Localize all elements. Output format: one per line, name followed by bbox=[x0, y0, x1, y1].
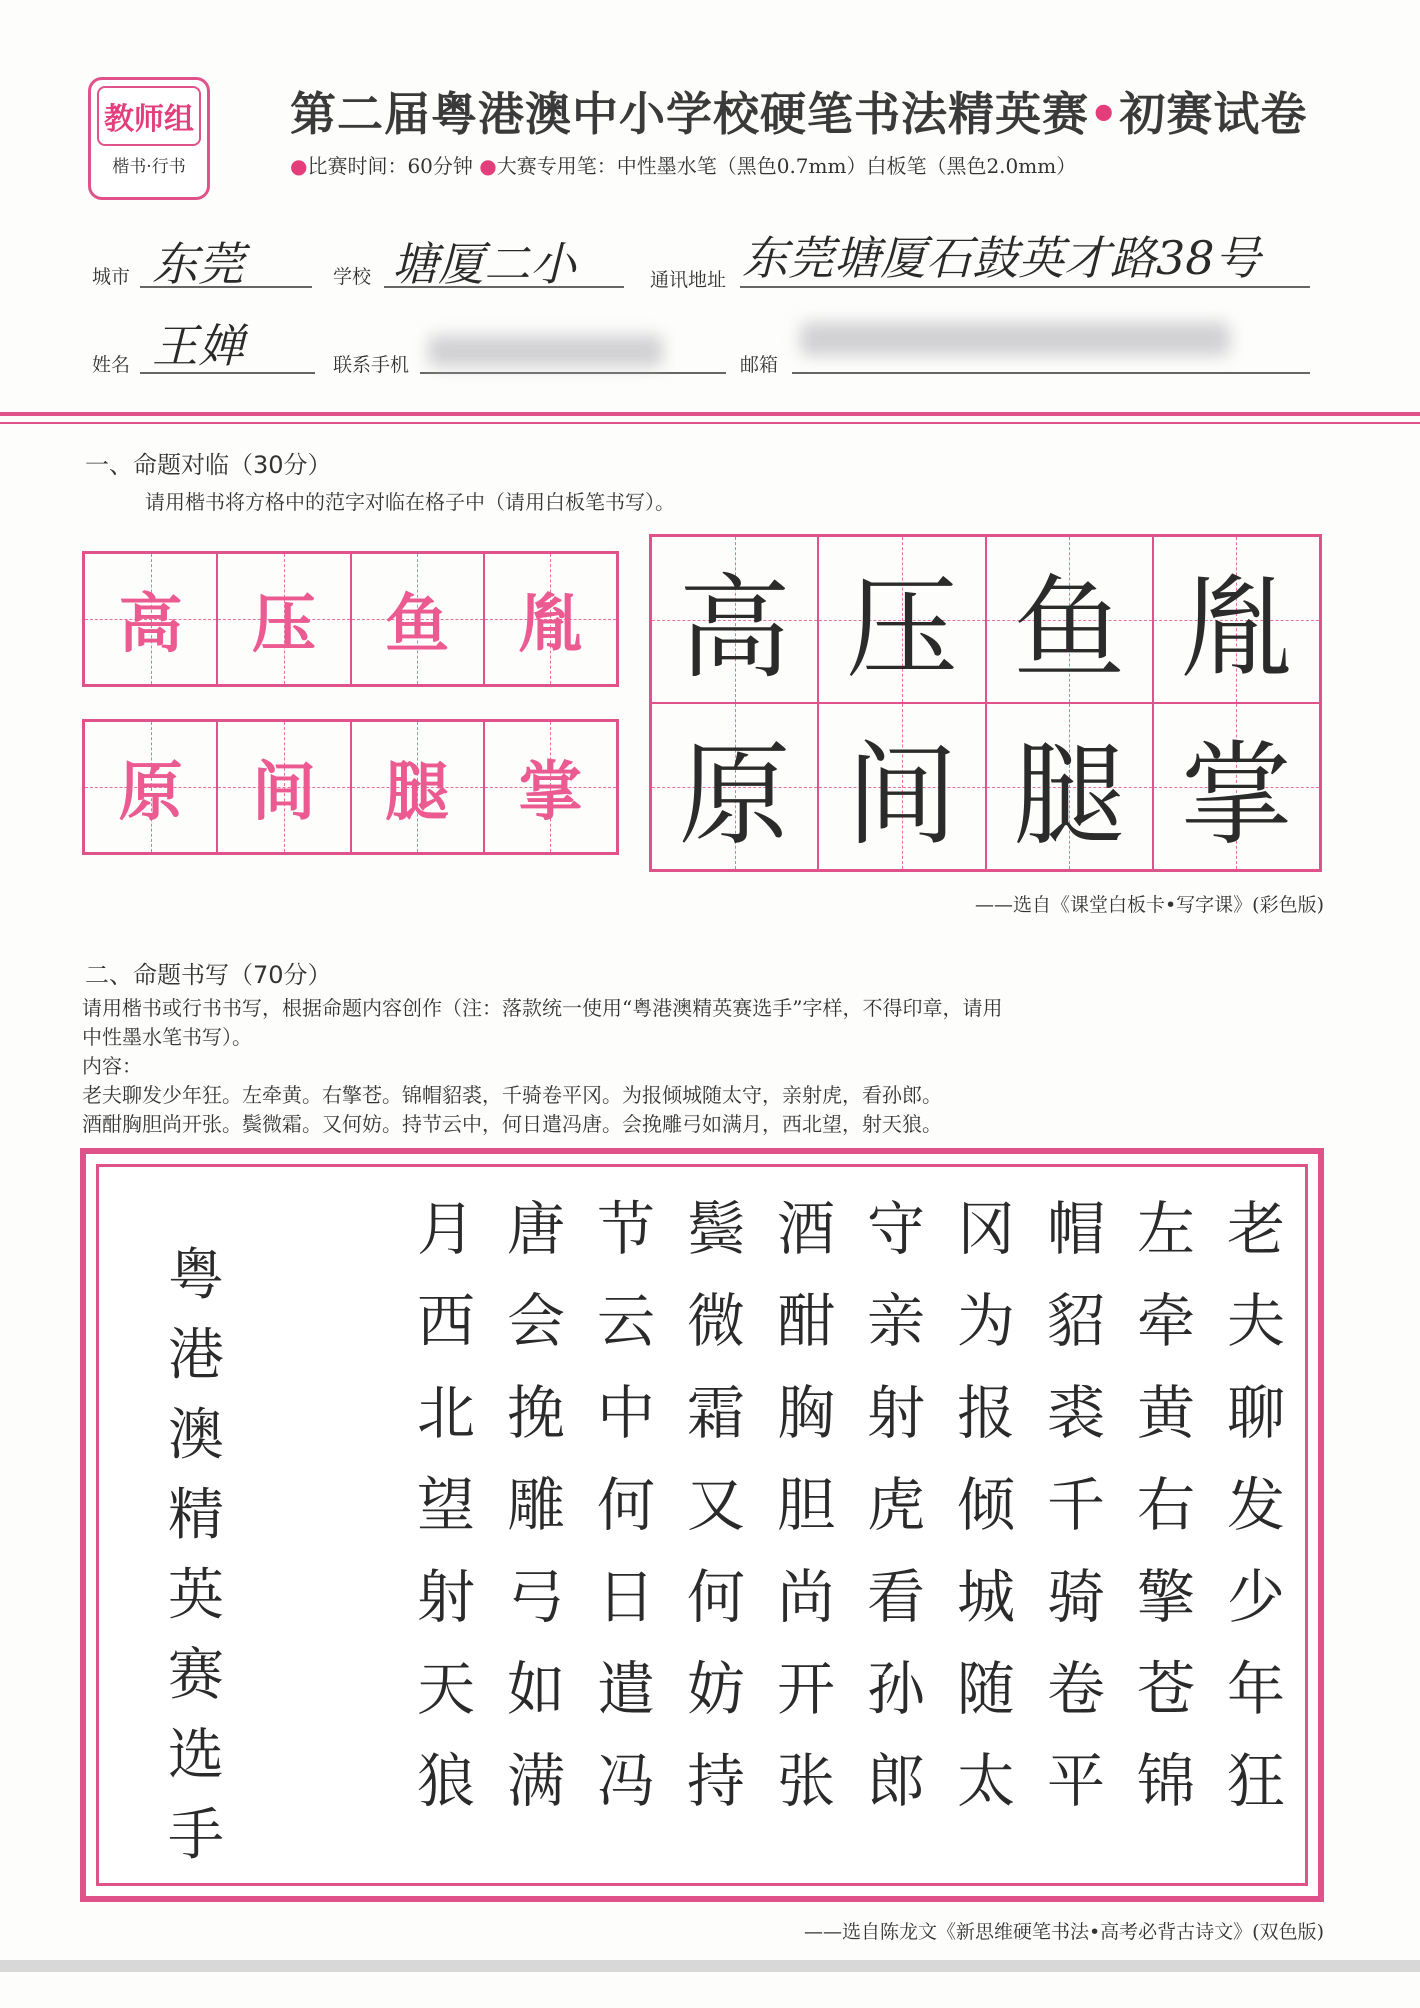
signature-char: 港 bbox=[168, 1323, 224, 1388]
model-char: 压 bbox=[845, 564, 958, 694]
calligraphy-char: 城 bbox=[956, 1563, 1015, 1631]
header-divider bbox=[0, 412, 1420, 416]
name-value[interactable]: 王婵 bbox=[152, 319, 244, 373]
address-value[interactable]: 东莞塘厦石鼓英才路38号 bbox=[742, 231, 1261, 285]
email-label: 邮箱 bbox=[740, 354, 779, 376]
email-underline bbox=[792, 372, 1310, 374]
practice-cell[interactable] bbox=[84, 553, 217, 685]
model-char: 鱼 bbox=[1013, 564, 1126, 694]
calligraphy-char: 亲 bbox=[866, 1287, 925, 1355]
calligraphy-char: 冯 bbox=[596, 1747, 655, 1815]
calligraphy-char: 卷 bbox=[1046, 1655, 1105, 1723]
calligraphy-char: 骑 bbox=[1046, 1563, 1105, 1631]
bullet-icon: ● bbox=[479, 154, 497, 178]
name-label: 姓名 bbox=[92, 354, 131, 376]
calligraphy-char: 弓 bbox=[506, 1563, 565, 1631]
group-badge bbox=[88, 77, 210, 200]
written-char: 鱼 bbox=[385, 587, 450, 662]
city-label: 城市 bbox=[92, 266, 131, 288]
calligraphy-column bbox=[582, 1195, 670, 1844]
practice-grid-row2[interactable] bbox=[82, 719, 619, 855]
calligraphy-char: 貂 bbox=[1046, 1287, 1105, 1355]
calligraphy-char: 天 bbox=[416, 1655, 475, 1723]
calligraphy-char: 右 bbox=[1136, 1471, 1195, 1539]
model-cell bbox=[1153, 703, 1320, 870]
instruction-line: 中性墨水笔书写）。 bbox=[82, 1025, 252, 1049]
section2-source: ——选自陈龙文《新思维硬笔书法•高考必背古诗文》(双色版) bbox=[803, 1921, 1324, 1943]
model-char: 原 bbox=[678, 731, 791, 861]
calligraphy-char: 擎 bbox=[1136, 1563, 1195, 1631]
calligraphy-char: 冈 bbox=[956, 1195, 1015, 1263]
calligraphy-char: 胸 bbox=[776, 1379, 835, 1447]
calligraphy-char: 左 bbox=[1136, 1195, 1195, 1263]
calligraphy-char: 聊 bbox=[1226, 1379, 1285, 1447]
signature-char: 英 bbox=[168, 1563, 224, 1628]
subtitle bbox=[290, 150, 1076, 179]
calligraphy-column bbox=[852, 1195, 940, 1844]
calligraphy-char: 平 bbox=[1046, 1747, 1105, 1815]
signature-char: 赛 bbox=[168, 1643, 224, 1708]
title-tail: 初赛试卷 bbox=[1119, 87, 1308, 141]
calligraphy-char: 狼 bbox=[416, 1747, 475, 1815]
calligraphy-char: 裘 bbox=[1046, 1379, 1105, 1447]
calligraphy-char: 云 bbox=[596, 1287, 655, 1355]
signature-char: 精 bbox=[168, 1483, 224, 1548]
calligraphy-char: 日 bbox=[596, 1563, 655, 1631]
calligraphy-char: 如 bbox=[506, 1655, 565, 1723]
model-grid bbox=[649, 534, 1322, 872]
calligraphy-char: 为 bbox=[956, 1287, 1015, 1355]
practice-cell[interactable] bbox=[484, 553, 617, 685]
written-char: 间 bbox=[251, 755, 316, 830]
signature-char: 澳 bbox=[168, 1403, 224, 1468]
title-main: 第二届粤港澳中小学校硬笔书法精英赛 bbox=[290, 87, 1089, 141]
calligraphy-char: 年 bbox=[1226, 1655, 1285, 1723]
calligraphy-char: 何 bbox=[686, 1563, 745, 1631]
content-label: 内容： bbox=[82, 1054, 142, 1078]
practice-cell[interactable] bbox=[484, 721, 617, 853]
calligraphy-char: 月 bbox=[416, 1195, 475, 1263]
subtitle-time: 比赛时间：60分钟 bbox=[307, 154, 473, 178]
written-char: 腿 bbox=[385, 755, 450, 830]
calligraphy-char: 张 bbox=[776, 1747, 835, 1815]
practice-cell[interactable] bbox=[351, 553, 484, 685]
calligraphy-column bbox=[1212, 1195, 1300, 1844]
practice-cell[interactable] bbox=[217, 553, 350, 685]
city-value[interactable]: 东莞 bbox=[152, 237, 244, 291]
section1-source: ——选自《课堂白板卡•写字课》(彩色版) bbox=[974, 894, 1324, 916]
calligraphy-char: 唐 bbox=[506, 1195, 565, 1263]
model-char: 间 bbox=[845, 731, 958, 861]
calligraphy-char: 微 bbox=[686, 1287, 745, 1355]
calligraphy-column bbox=[402, 1195, 490, 1844]
practice-cell[interactable] bbox=[84, 721, 217, 853]
calligraphy-char: 满 bbox=[506, 1747, 565, 1815]
badge-scripts-label: 楷书·行书 bbox=[112, 157, 186, 177]
practice-cell[interactable] bbox=[351, 721, 484, 853]
calligraphy-char: 会 bbox=[506, 1287, 565, 1355]
scan-edge bbox=[0, 1960, 1420, 1972]
calligraphy-char: 遣 bbox=[596, 1655, 655, 1723]
section2-instruction bbox=[82, 994, 1002, 1139]
calligraphy-column bbox=[762, 1195, 850, 1844]
model-cell bbox=[986, 536, 1153, 703]
address-label: 通讯地址 bbox=[650, 269, 727, 291]
section1-instruction: 请用楷书将方格中的范字对临在格子中（请用白板笔书写）。 bbox=[145, 490, 675, 514]
phone-label: 联系手机 bbox=[333, 354, 410, 376]
model-cell bbox=[1153, 536, 1320, 703]
calligraphy-char: 持 bbox=[686, 1747, 745, 1815]
calligraphy-char: 发 bbox=[1226, 1471, 1285, 1539]
bullet-icon: ● bbox=[290, 154, 308, 178]
calligraphy-char: 鬓 bbox=[686, 1195, 745, 1263]
calligraphy-char: 射 bbox=[416, 1563, 475, 1631]
school-value[interactable]: 塘厦二小 bbox=[392, 237, 576, 291]
calligraphy-char: 看 bbox=[866, 1563, 925, 1631]
model-cell bbox=[651, 536, 818, 703]
calligraphy-char: 苍 bbox=[1136, 1655, 1195, 1723]
calligraphy-char: 尚 bbox=[776, 1563, 835, 1631]
calligraphy-column bbox=[492, 1195, 580, 1844]
written-char: 胤 bbox=[518, 587, 583, 662]
subtitle-pens: 大赛专用笔：中性墨水笔（黑色0.7mm）白板笔（黑色2.0mm） bbox=[496, 154, 1077, 178]
calligraphy-char: 少 bbox=[1226, 1563, 1285, 1631]
calligraphy-char: 妨 bbox=[686, 1655, 745, 1723]
calligraphy-char: 黄 bbox=[1136, 1379, 1195, 1447]
written-char: 原 bbox=[118, 755, 183, 830]
signature-column bbox=[156, 1243, 236, 1888]
written-char: 压 bbox=[251, 587, 316, 662]
calligraphy-char: 霜 bbox=[686, 1379, 745, 1447]
practice-grid-row1[interactable] bbox=[82, 551, 619, 687]
model-char: 高 bbox=[678, 564, 791, 694]
calligraphy-column bbox=[1032, 1195, 1120, 1844]
calligraphy-char: 北 bbox=[416, 1379, 475, 1447]
model-cell bbox=[651, 703, 818, 870]
calligraphy-char: 帽 bbox=[1046, 1195, 1105, 1263]
instruction-line: 请用楷书或行书书写，根据命题内容创作（注：落款统一使用“粤港澳精英赛选手”字样，不得印章，请用 bbox=[82, 996, 1003, 1020]
calligraphy-char: 望 bbox=[416, 1471, 475, 1539]
calligraphy-char: 郎 bbox=[866, 1747, 925, 1815]
calligraphy-char: 随 bbox=[956, 1655, 1015, 1723]
calligraphy-char: 胆 bbox=[776, 1471, 835, 1539]
calligraphy-char: 锦 bbox=[1136, 1747, 1195, 1815]
calligraphy-char: 又 bbox=[686, 1471, 745, 1539]
calligraphy-char: 狂 bbox=[1226, 1747, 1285, 1815]
model-char: 胤 bbox=[1180, 564, 1293, 694]
calligraphy-column bbox=[942, 1195, 1030, 1844]
calligraphy-char: 酣 bbox=[776, 1287, 835, 1355]
calligraphy-char: 孙 bbox=[866, 1655, 925, 1723]
calligraphy-char: 中 bbox=[596, 1379, 655, 1447]
calligraphy-char: 牵 bbox=[1136, 1287, 1195, 1355]
calligraphy-char: 酒 bbox=[776, 1195, 835, 1263]
model-cell bbox=[986, 703, 1153, 870]
written-char: 高 bbox=[118, 587, 183, 662]
calligraphy-char: 千 bbox=[1046, 1471, 1105, 1539]
badge-group-label: 教师组 bbox=[97, 86, 201, 146]
content-line: 老夫聊发少年狂。左牵黄。右擎苍。锦帽貂裘，千骑卷平冈。为报倾城随太守，亲射虎，看孙郎。 bbox=[82, 1083, 942, 1107]
calligraphy-char: 射 bbox=[866, 1379, 925, 1447]
school-label: 学校 bbox=[333, 266, 372, 288]
phone-underline bbox=[420, 372, 726, 374]
calligraphy-char: 夫 bbox=[1226, 1287, 1285, 1355]
model-cell bbox=[818, 536, 985, 703]
calligraphy-char: 雕 bbox=[506, 1471, 565, 1539]
phone-redacted[interactable] bbox=[428, 335, 663, 367]
email-redacted[interactable] bbox=[800, 322, 1230, 356]
calligraphy-char: 老 bbox=[1226, 1195, 1285, 1263]
model-cell bbox=[818, 703, 985, 870]
signature-char: 粤 bbox=[168, 1243, 224, 1308]
calligraphy-char: 守 bbox=[866, 1195, 925, 1263]
content-line: 酒酣胸胆尚开张。鬓微霜。又何妨。持节云中，何日遣冯唐。会挽雕弓如满月，西北望，射天狼。 bbox=[82, 1112, 942, 1136]
calligraphy-char: 倾 bbox=[956, 1471, 1015, 1539]
model-char: 掌 bbox=[1180, 731, 1293, 861]
calligraphy-char: 报 bbox=[956, 1379, 1015, 1447]
calligraphy-char: 挽 bbox=[506, 1379, 565, 1447]
written-char: 掌 bbox=[518, 755, 583, 830]
signature-char: 选 bbox=[168, 1723, 224, 1788]
signature-char: 手 bbox=[168, 1803, 224, 1868]
section1-heading: 一、命题对临（30分） bbox=[85, 451, 332, 479]
signature-text bbox=[156, 1243, 236, 1888]
calligraphy-column bbox=[1122, 1195, 1210, 1844]
title-dot: • bbox=[1089, 87, 1120, 141]
model-char: 腿 bbox=[1013, 731, 1126, 861]
practice-cell[interactable] bbox=[217, 721, 350, 853]
header-divider-thin bbox=[0, 422, 1420, 424]
page-title bbox=[290, 78, 1307, 144]
calligraphy-column bbox=[672, 1195, 760, 1844]
calligraphy-char: 虎 bbox=[866, 1471, 925, 1539]
calligraphy-char: 西 bbox=[416, 1287, 475, 1355]
calligraphy-char: 何 bbox=[596, 1471, 655, 1539]
calligraphy-char: 开 bbox=[776, 1655, 835, 1723]
calligraphy-char: 节 bbox=[596, 1195, 655, 1263]
calligraphy-char: 太 bbox=[956, 1747, 1015, 1815]
section2-heading: 二、命题书写（70分） bbox=[85, 961, 332, 989]
